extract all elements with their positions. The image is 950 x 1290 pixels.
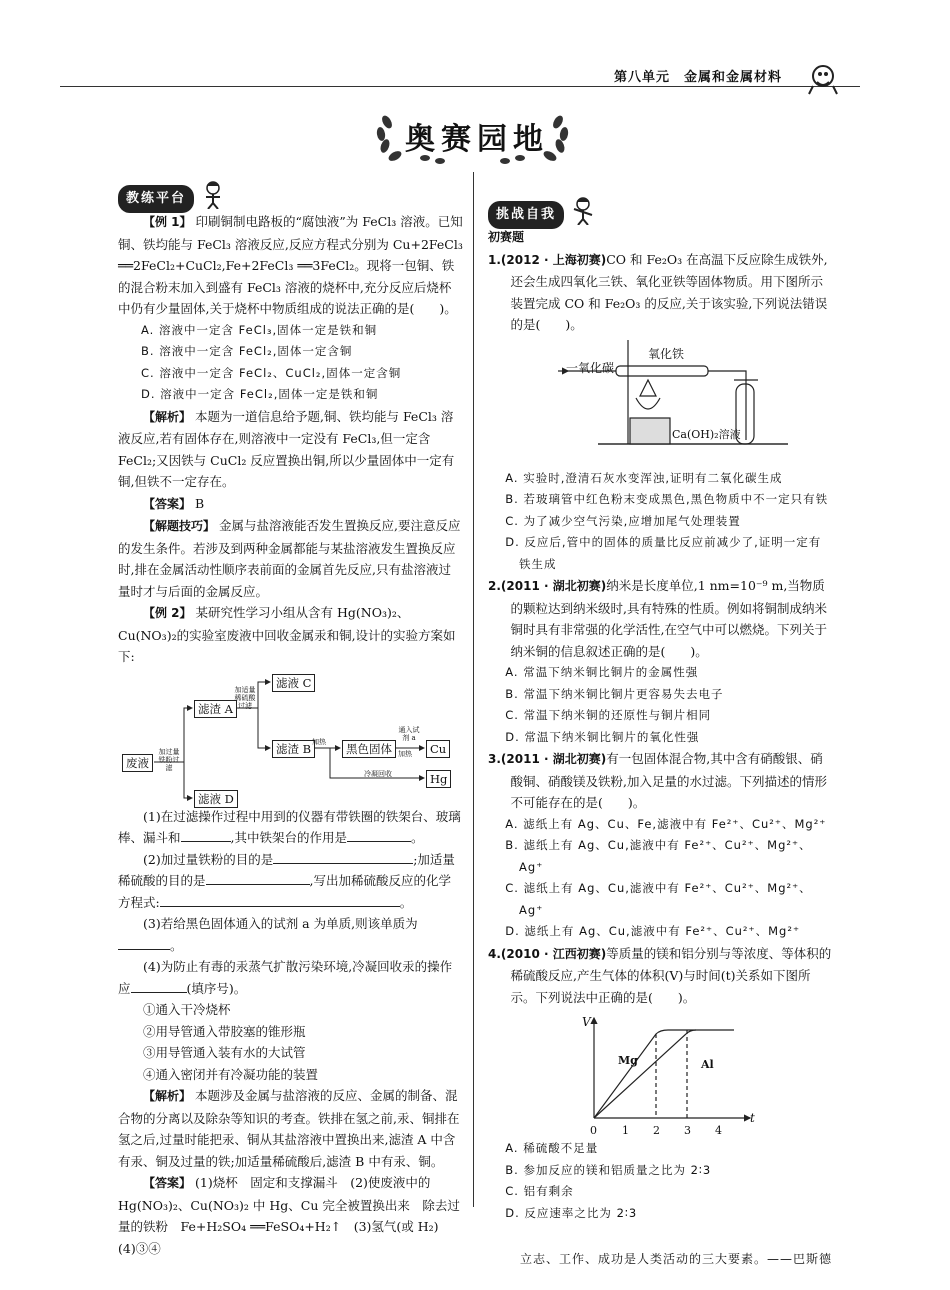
q3-options [488, 814, 833, 943]
fig-fe2o3-label: 氧化铁 [648, 346, 685, 361]
ex2-answer: (1)烧杯 固定和支撑漏斗 (2)使废液中的 Hg(NO₃)₂、Cu(NO₃)₂ 中 Hg、Cu 完全被置换出来 除去过量的铁粉 Fe+H₂SO₄ ══FeSO₄+H₂↑ (3)氢气(或 H₂) (4)③④ [118, 1175, 460, 1256]
q1-option-d: D. 反应后,管中的固体的质量比反应前减少了,证明一定有铁生成 [505, 535, 822, 571]
flow-step2: 加适量稀硫酸过滤 [234, 685, 256, 710]
graph-y-label: V [582, 1015, 591, 1029]
graph-tick-4: 4 [715, 1124, 722, 1137]
graph-tick-0: 0 [590, 1124, 597, 1137]
ex2-blank-1[interactable] [181, 829, 231, 842]
q4-stem: 等质量的镁和铝分别与等浓度、等体积的稀硫酸反应,产生气体的体积(V)与时间(t)关系如下图所示。下列说法中正确的是( )。 [510, 945, 832, 1005]
q2-option-d: D. 常温下纳米铜比铜片的氧化性强 [505, 729, 700, 744]
challenge-badge [488, 201, 564, 227]
graph-tick-3: 3 [684, 1124, 691, 1137]
q4-num: 4. [488, 946, 501, 961]
ex1-stem: 印刷铜制电路板的“腐蚀液”为 FeCl₃ 溶液。已知铜、铁均能与 FeCl₃ 溶液反应,反应方程式分别为 Cu+2FeCl₃ ══2FeCl₂+CuCl₂,Fe+2FeCl₃ ══3FeCl₂。现将一包铜、铁的混合粉末加入到盛有 FeCl₃ 溶液的烧杯中,充分反应后烧杯中仍有少量固体,关于烧杯中物质组成的说法正确的是( )。 [118, 214, 463, 316]
footer-quote: 立志、工作、成功是人类活动的三大要素。——巴斯德 [520, 1252, 833, 1266]
q2-option-a: A. 常温下纳米铜比铜片的金属性强 [505, 665, 699, 679]
q1-option-c: C. 为了减少空气污染,应增加尾气处理装置 [505, 513, 741, 528]
q2-options [488, 662, 833, 748]
q4-option-c: C. 铝有剩余 [505, 1184, 574, 1198]
ex2-choice-4: ④通入密闭并有冷凝功能的装置 [143, 1066, 319, 1082]
q4-source: (2010 · 江西初赛) [500, 946, 607, 961]
volume-time-graph [488, 1012, 833, 1134]
flow-residue-a: 滤渣 A [194, 700, 237, 718]
ex2-q3: (3)若给黑色固体通入的试剂 a 为单质,则该单质为 [143, 916, 418, 931]
fig-co-label: 一氧化碳 [566, 360, 615, 375]
mascot-icon [805, 60, 841, 96]
ex1-option-c: C. 溶液中一定含 FeCl₂、CuCl₂,固体一定含铜 [141, 365, 402, 380]
q3-option-a: A. 滤纸上有 Ag、Cu、Fe,滤液中有 Fe²⁺、Cu²⁺、Mg²⁺ [505, 816, 827, 831]
flow-filtrate-c: 滤液 C [272, 674, 315, 692]
ex1-option-b: B. 溶液中一定含 FeCl₂,固体一定含铜 [141, 344, 353, 358]
ex2-q2b: ;加适量稀硫酸的目的是 [118, 851, 455, 888]
flow-step4b: 加热 [398, 749, 412, 758]
ex2-choice-2: ②用导管通入带胶塞的锥形瓶 [143, 1023, 306, 1039]
challenge-label: 挑战自我 [488, 201, 564, 229]
flow-hg: Hg [426, 770, 451, 788]
ex2-analysis-label: 【解析】 [143, 1089, 192, 1103]
q2-num: 2. [488, 579, 501, 593]
q3-option-b: B. 滤纸上有 Ag、Cu,滤液中有 Fe²⁺、Cu²⁺、Mg²⁺、Ag⁺ [505, 838, 812, 874]
q4-option-b: B. 参加反应的镁和铝质量之比为 2∶3 [505, 1162, 712, 1177]
ex2-blank-5[interactable] [160, 894, 400, 907]
ex2-choice-1: ①通入干冷烧杯 [143, 1002, 231, 1017]
header-unit: 第八单元 金属和金属材料 [613, 70, 782, 85]
q1-stem: CO 和 Fe₂O₃ 在高温下反应除生成铁外,还会生成四氧化三铁、氧化亚铁等固体物质。用下图所示装置完成 CO 和 Fe₂O₃ 的反应,关于该实验,下列说法错误的是( )。 [510, 251, 828, 332]
ex2-choice-3: ③用导管通入装有水的大试管 [143, 1045, 306, 1060]
q2-option-c: C. 常温下纳米铜的还原性与铜片相同 [505, 708, 712, 722]
flow-cu: Cu [426, 740, 450, 758]
q2-option-b: B. 常温下纳米铜比铜片更容易失去电子 [505, 686, 724, 701]
graph-mg-label: Mg [618, 1054, 638, 1067]
q3-num: 3. [488, 752, 501, 766]
ex2-choices [118, 999, 463, 1085]
header-rule [60, 86, 860, 87]
q1-option-a: A. 实验时,澄清石灰水变浑浊,证明有二氧化碳生成 [505, 470, 783, 485]
flow-residue-b: 滤渣 B [272, 740, 315, 758]
flow-filtrate-d: 滤液 D [194, 790, 238, 808]
ex2-q2a: (2)加过量铁粉的目的是 [143, 851, 274, 867]
ex1-label: 【例 1】 [143, 215, 192, 229]
challenge-figure-icon [568, 195, 598, 225]
q4-option-d: D. 反应速率之比为 2∶3 [505, 1205, 638, 1220]
coach-label: 教练平台 [118, 185, 194, 213]
q3-option-c: C. 滤纸上有 Ag、Cu,滤液中有 Fe²⁺、Cu²⁺、Mg²⁺、Ag⁺ [505, 881, 812, 917]
ex1-analysis: 本题为一道信息给予题,铜、铁均能与 FeCl₃ 溶液反应,若有固体存在,则溶液中一定没有 FeCl₃,但一定含 FeCl₂;又因铁与 CuCl₂ 反应置换出铜,所以少量固体中一定有铜,但铁不一定存在。 [118, 408, 455, 489]
coach-figure-icon [198, 179, 228, 209]
q1-options [488, 468, 833, 576]
coach-badge [118, 185, 194, 211]
graph-tick-1: 1 [622, 1124, 629, 1137]
flow-black-solid: 黑色固体 [342, 740, 396, 758]
ex2-blank-6[interactable] [118, 937, 170, 950]
ex1-option-a: A. 溶液中一定含 FeCl₃,固体一定是铁和铜 [141, 322, 378, 337]
q1-option-b: B. 若玻璃管中红色粉末变成黑色,黑色物质中不一定只有铁 [505, 492, 829, 506]
ex2-blank-7[interactable] [131, 980, 187, 993]
q4-graph [488, 1012, 833, 1137]
ex1-option-d: D. 溶液中一定含 FeCl₂,固体一定是铁和铜 [141, 387, 379, 401]
ex2-q1a: (1)在过滤操作过程中用到的仪器有带铁圈的铁架台、玻璃棒、漏斗和 [118, 808, 461, 845]
graph-x-label: t [750, 1111, 755, 1125]
flow-step3: 加热 [312, 737, 326, 746]
ex2-q4: (4)为防止有毒的汞蒸气扩散污染环境,冷凝回收汞的操作应 [118, 959, 453, 996]
q1-num: 1. [488, 252, 501, 267]
ex2-q4b: (填序号)。 [186, 980, 247, 996]
left-column: 教练平台 【例 1】 印刷铜制电路板的“腐蚀液”为 FeCl₃ 溶液。已知铜、铁均能与 FeCl₃ 溶液反应,反应方程式分别为 Cu+2FeCl₃ ══2FeCl₂+CuCl₂,Fe+2FeCl₃ ══3FeCl₂。现将一包铜、铁的混合粉末加入到盛有 FeCl₃ 溶液的烧杯中,充分反应后烧杯中仍有少量固体,关于烧杯中物质组成的说法正确的是( )。 A. 溶液中一定含 FeCl₃,固体一定是铁和铜 B. 溶液中一定含 FeCl₂,固体一定含铜 C. 溶液中一定含 FeCl₂、CuCl₂,固体一定含铜 D. 溶液中一定含 FeCl₂,固体一定是铁和铜 【解析】 本题为一道信息给予题,铜、铁均能与 FeCl₃ 溶液反应,若有固体存在,则溶液中一定没有 FeCl₃,但一定含 FeCl₂;又因铁与 CuCl₂ 反应置换出铜,所以少量固体中一定有铜,但铁不一定存在。 【答案】 B 【解题技巧】 金属与盐溶液能否发生置换反应,要注意反应的发生条件。若涉及到两种金属都能与某盐溶液发生置换反应时,排在金属活动性顺序表前面的金属首先反应,只有盐溶液过量时才与后面的金属反应。 【例 2】 某研究性学习小组从含有 Hg(NO₃)₂、Cu(NO₃)₂的实验室废液中回收金属汞和铜,设计的实验方案如下: 废液 加过量铁粉过滤 滤渣 A 滤液 D 加适量稀硫酸过滤 滤液 C 滤渣 B 加热 黑色固体 通入试剂 a 加热 Cu 冷凝回收 Hg (1)在过滤操作过程中用到的仪器有带铁圈的铁架台、玻璃棒、漏斗和 ,其中铁架台的作用是 。 (2)加过量铁粉的目的是 ;加适量稀硫酸的目的是 ,写出加稀硫酸反应的化学方程式: 。 (3)若给黑色固体通入的试剂 a 为单质,则该单质为。 (4)为防止有毒的汞蒸气扩散污染环境,冷凝回收汞的操作应 (填序号)。 ①通入干冷烧杯 ②用导管通入带胶塞的锥形瓶 ③用导管通入装有水的大试管 ④通入密闭并有冷凝功能的装置 【解析】 本题涉及金属与盐溶液的反应、金属的制备、混合物的分离以及除杂等知识的考查。铁排在氢之前,汞、铜排在氢之后,过量时能把汞、铜从其盐溶液中置换出来,滤渣 A 中含有汞、铜及过量的铁;加适量稀硫酸后,滤渣 B 中有汞、铜。 【答案】 (1)烧杯 固定和支撑漏斗 (2)使废液中的 Hg(NO₃)₂、Cu(NO₃)₂ 中 Hg、Cu 完全被置换出来 除去过量的铁粉 Fe+H₂SO₄ ══FeSO₄+H₂↑ (3)氢气(或 H₂) (4)③④ [118, 185, 463, 1259]
ex2-q2c: ,写出加稀硫酸反应的化学方程式: [118, 873, 451, 910]
ex2-blank-4[interactable] [206, 872, 310, 885]
graph-tick-2: 2 [653, 1124, 660, 1137]
q2-source: (2011 · 湖北初赛) [500, 579, 607, 593]
ex2-blank-2[interactable] [347, 829, 411, 842]
right-column-top-spacer [488, 175, 833, 201]
page-title: 奥赛园地 [405, 122, 549, 157]
fig-lime-label: Ca(OH)₂溶液 [672, 427, 741, 441]
graph-al-label: Al [701, 1058, 714, 1071]
q2-stem: 纳米是长度单位,1 nm=10⁻⁹ m,当物质的颗粒达到纳米级时,具有特殊的性质。例如将铜制成纳米铜时具有非常强的化学活性,在空气中可以燃烧。下列关于纳米铜的信息叙述正确的是( )。 [510, 578, 827, 659]
q3-source: (2011 · 湖北初赛) [500, 752, 607, 766]
column-divider [473, 172, 474, 1207]
flow-diagram [118, 674, 463, 806]
flow-step1: 加过量铁粉过滤 [158, 747, 180, 772]
flow-waste: 废液 [122, 754, 153, 772]
ex2-blank-3[interactable] [273, 851, 413, 864]
prelim-heading: 初赛题 [488, 230, 525, 244]
ex2-analysis: 本题涉及金属与盐溶液的反应、金属的制备、混合物的分离以及除杂等知识的考查。铁排在氢之前,汞、铜排在氢之后,过量时能把汞、铜从其盐溶液中置换出来,滤渣 A 中含有汞、铜及过量的铁;加适量稀硫酸后,滤渣 B 中有汞、铜。 [118, 1088, 460, 1169]
ex2-stem: 某研究性学习小组从含有 Hg(NO₃)₂、Cu(NO₃)₂的实验室废液中回收金属汞和铜,设计的实验方案如下: [118, 605, 456, 664]
q1-apparatus-figure [488, 340, 833, 464]
ex1-answer: B [195, 495, 205, 511]
ex1-analysis-label: 【解析】 [143, 409, 192, 424]
page-header [60, 60, 860, 90]
q4-options [488, 1138, 833, 1224]
q4-option-a: A. 稀硫酸不足量 [505, 1141, 599, 1155]
ex1-skill: 金属与盐溶液能否发生置换反应,要注意反应的发生条件。若涉及到两种金属都能与某盐溶液发生置换反应时,排在金属活动性顺序表前面的金属首先反应,只有盐溶液过量时才与后面的金属反应。 [118, 518, 461, 599]
flow-step4a: 通入试剂 a [398, 725, 420, 742]
ex2-label: 【例 2】 [143, 606, 192, 620]
right-column [488, 175, 833, 1224]
ex1-answer-label: 【答案】 [143, 496, 192, 511]
q1-source: (2012 · 上海初赛) [500, 252, 607, 267]
flow-step5: 冷凝回收 [364, 769, 392, 778]
ex1-options [118, 320, 463, 406]
ex2-answer-label: 【答案】 [143, 1176, 192, 1190]
page-title-block [365, 108, 580, 168]
ex1-skill-label: 【解题技巧】 [143, 519, 216, 533]
q3-stem: 有一包固体混合物,其中含有硝酸银、硝酸铜、硝酸镁及铁粉,加入足量的水过滤。下列描述的情形不可能存在的是( )。 [510, 751, 827, 810]
q3-option-d: D. 滤纸上有 Ag、Cu,滤液中有 Fe²⁺、Cu²⁺、Mg²⁺ [505, 924, 801, 938]
ex2-q1b: ,其中铁架台的作用是 [230, 830, 347, 845]
